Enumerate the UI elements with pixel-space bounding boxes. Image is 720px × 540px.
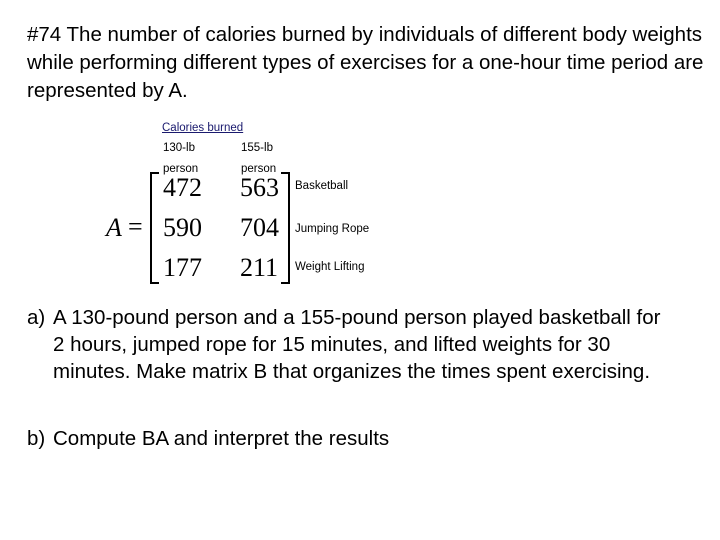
question-b-text: Compute BA and interpret the results: [53, 427, 390, 450]
row-label-weight-lifting: Weight Lifting: [295, 261, 365, 273]
question-b: [27, 425, 389, 452]
column-unit-label: person: [163, 163, 199, 175]
column-unit-label: person: [241, 163, 277, 175]
matrix-cell: 590: [163, 213, 202, 242]
matrix-cell: 472: [163, 173, 202, 202]
column-weight-label: 130-lb: [163, 142, 195, 154]
equals-sign: =: [128, 212, 143, 241]
question-a-tag: a): [27, 306, 46, 329]
question-a: [27, 304, 667, 385]
matrix-cell: 211: [240, 253, 279, 282]
matrix-cell: 704: [240, 213, 279, 242]
matrix-left-bracket: [150, 172, 159, 284]
row-label-jumping-rope: Jumping Rope: [295, 223, 370, 235]
question-b-tag: b): [27, 427, 46, 450]
matrix-cell: 563: [240, 173, 279, 202]
matrix-right-bracket: [281, 172, 290, 284]
problem-statement: #74 The number of calories burned by individuals of different body weights while performing different types of exercises for a one-hour time period are represented by A.: [27, 23, 704, 102]
row-label-basketball: Basketball: [295, 180, 349, 192]
column-weight-label: 155-lb: [241, 142, 273, 154]
matrix-variable: A: [106, 213, 122, 242]
question-a-text: A 130-pound person and a 155-pound person played basketball for 2 hours, jumped rope for 15 minutes, and lifted weights for 30 minutes. Make matrix B that organizes the times spent exercising.: [53, 306, 661, 383]
matrix-caption: Calories burned: [162, 122, 244, 134]
matrix-cell: 177: [163, 253, 202, 282]
